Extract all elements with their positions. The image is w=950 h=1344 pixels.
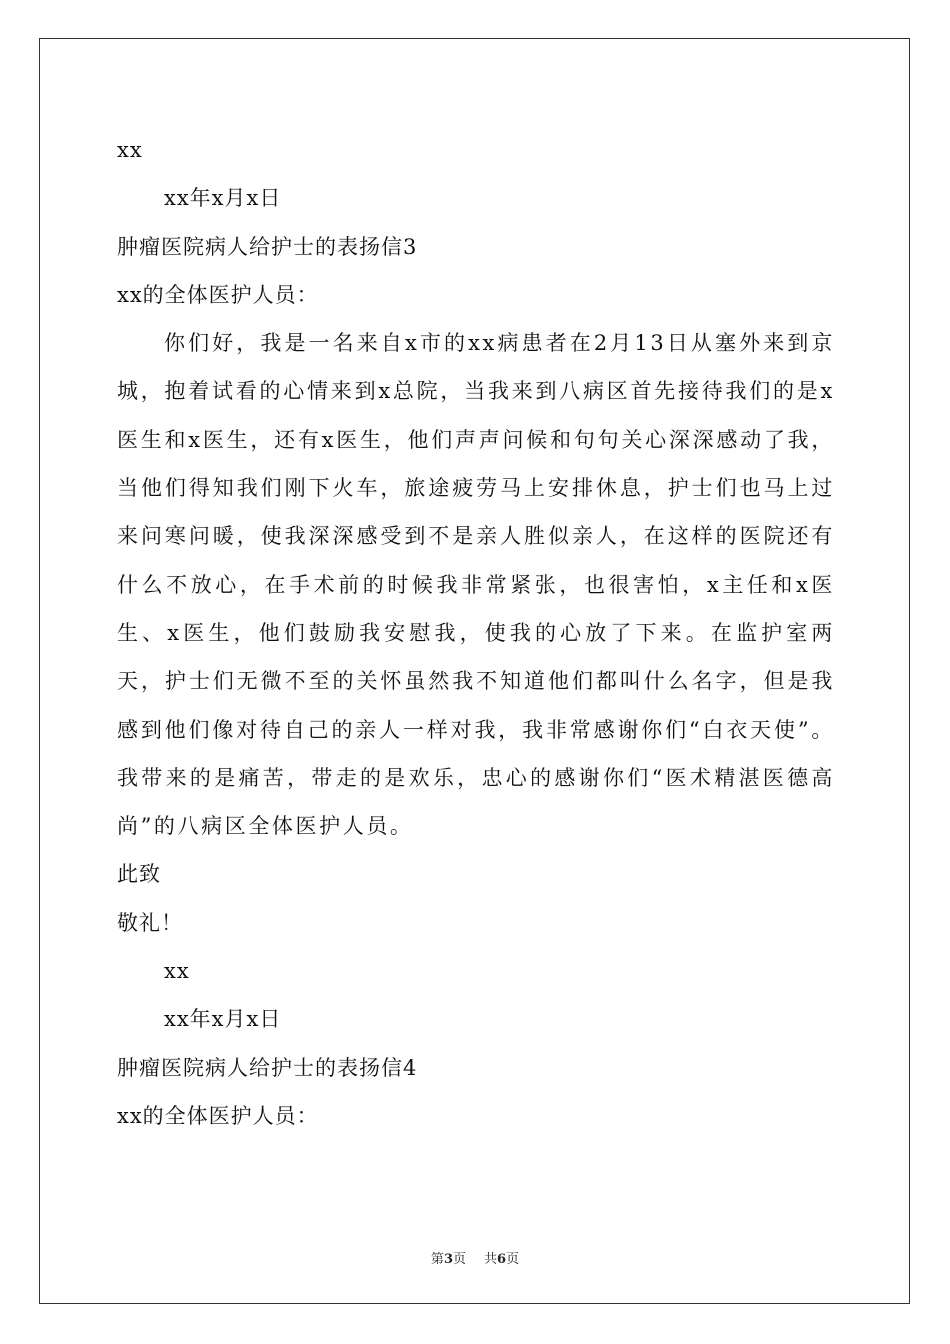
total-prefix: 共	[484, 1252, 498, 1267]
letter-3-closing-cizhi: 此致	[117, 862, 161, 887]
letter-4-title: 肿瘤医院病人给护士的表扬信4	[117, 1055, 418, 1080]
previous-letter-date: xx年x月x日	[164, 186, 282, 211]
page-footer	[0, 1248, 950, 1267]
letter-3-date: xx年x月x日	[164, 1007, 282, 1032]
letter-3-title: 肿瘤医院病人给护士的表扬信3	[117, 234, 418, 259]
letter-4-salutation: xx的全体医护人员：	[117, 1103, 319, 1128]
letter-3-body: 你们好，我是一名来自x市的xx病患者在2月13日从塞外来到京城，抱着试看的心情来到x总院，当我来到八病区首先接待我们的是x医生和x医生，还有x医生，他们声声问候和句句关心深深感动了我，当他们得知我们刚下火车，旅途疲劳马上安排休息，护士们也马上过来问寒问暖，使我深深感受到不是亲人胜似亲人，在这样的医院还有什么不放心，在手术前的时候我非常紧张，也很害怕，x主任和x医生、x医生，他们鼓励我安慰我，使我的心放了下来。在监护室两天，护士们无微不至的关怀虽然我不知道他们都叫什么名字，但是我感到他们像对待自己的亲人一样对我，我非常感谢你们“白衣天使”。我带来的是痛苦，带走的是欢乐，忠心的感谢你们“医术精湛医德高尚”的八病区全体医护人员。	[117, 331, 835, 839]
total-suffix: 页	[506, 1252, 520, 1267]
page-prefix: 第	[430, 1252, 444, 1267]
document-content	[117, 126, 835, 1140]
total-page-number: 6	[497, 1252, 507, 1267]
previous-letter-signature: xx	[117, 138, 143, 162]
letter-3-closing-jingli: 敬礼！	[117, 910, 183, 935]
letter-3-signature: xx	[164, 959, 190, 984]
page-suffix: 页	[452, 1252, 466, 1267]
letter-3-salutation: xx的全体医护人员：	[117, 282, 319, 307]
current-page-number: 3	[443, 1252, 453, 1267]
